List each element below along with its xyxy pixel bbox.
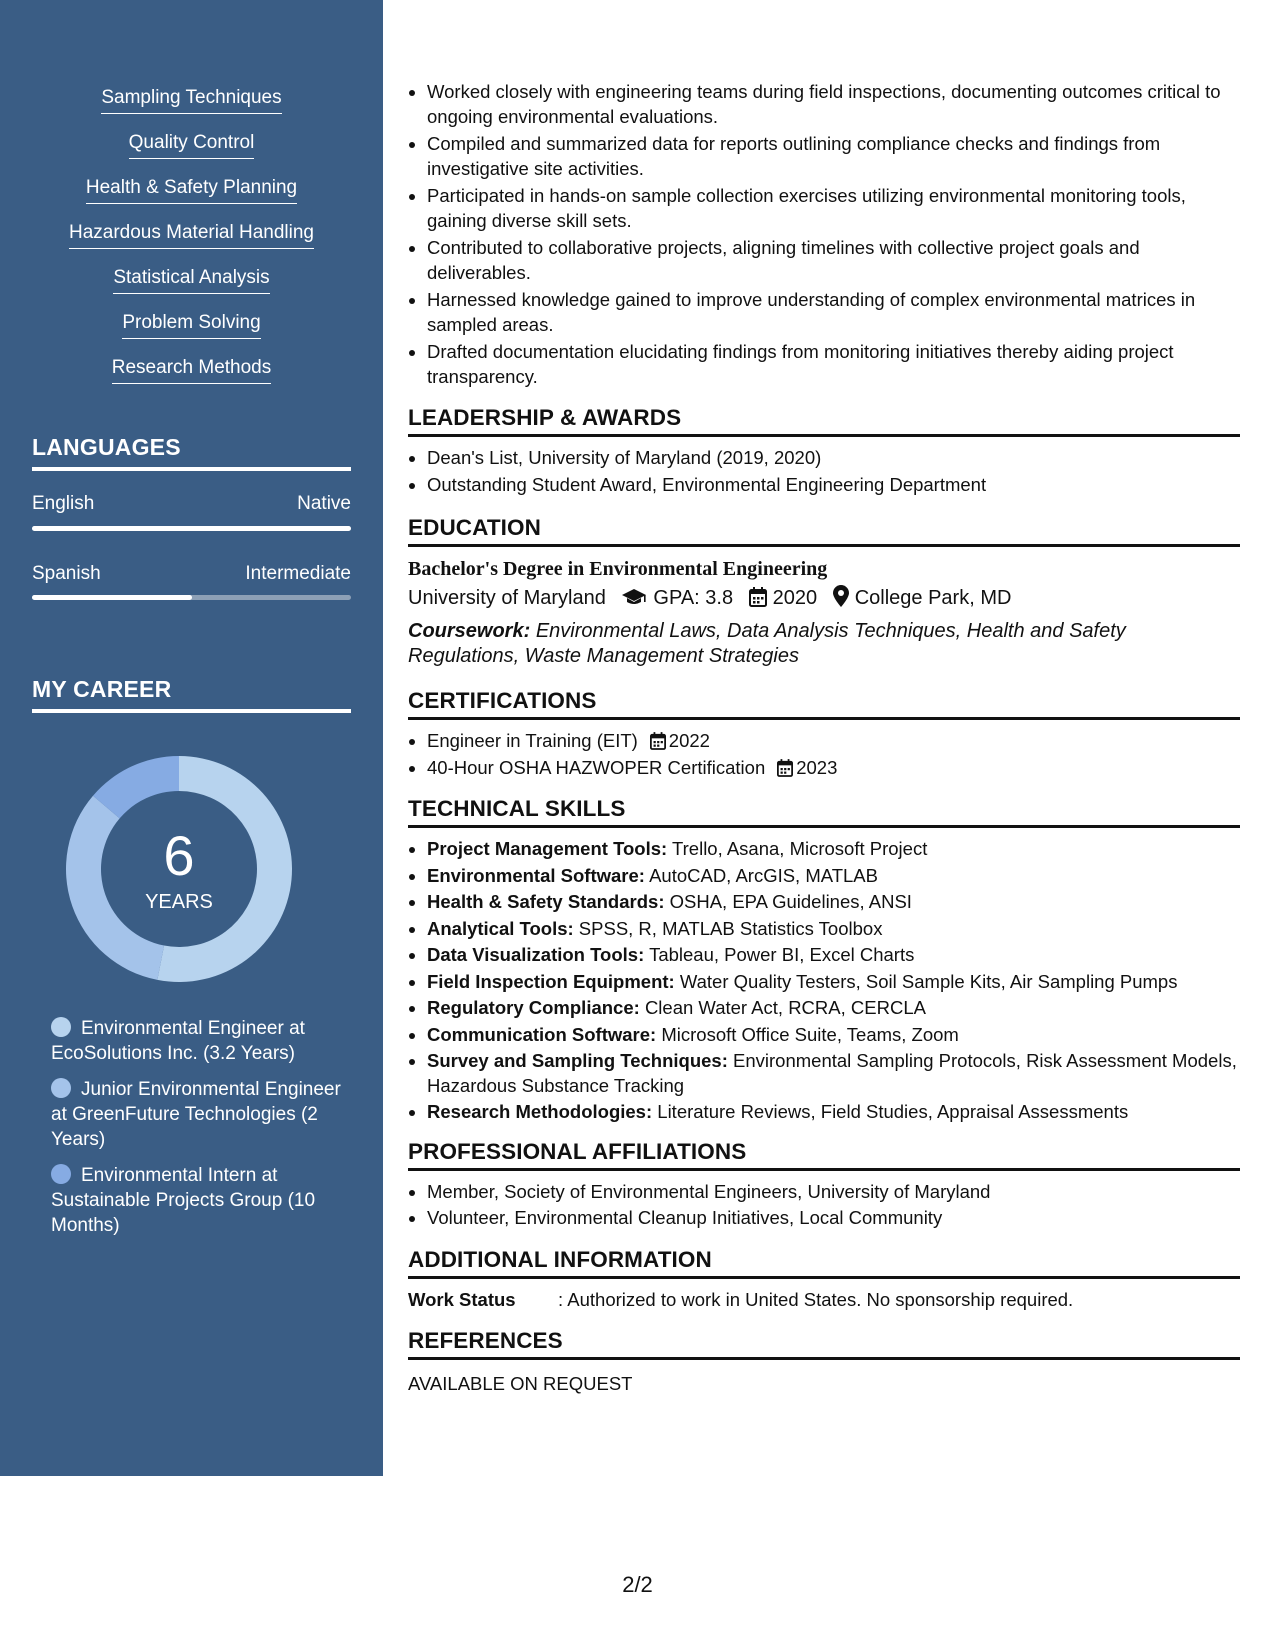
sidebar bbox=[0, 0, 383, 1476]
list-item: Compiled and summarized data for reports outlining compliance checks and findings from investigative site activities. bbox=[408, 132, 1240, 181]
skill-item: Health & Safety Planning bbox=[86, 176, 297, 204]
list-item bbox=[408, 917, 1240, 942]
skill-item: Statistical Analysis bbox=[113, 266, 269, 294]
skill-label: Analytical Tools: bbox=[427, 917, 574, 939]
section-heading-additional-info: ADDITIONAL INFORMATION bbox=[408, 1247, 1240, 1279]
coursework-text: Environmental Laws, Data Analysis Techniques, Health and Safety Regulations, Waste Management Strategies bbox=[408, 620, 1126, 667]
list-item: Drafted documentation elucidating findings from monitoring initiatives thereby aiding project transparency. bbox=[408, 340, 1240, 389]
calendar-icon bbox=[749, 587, 767, 615]
career-donut-chart bbox=[66, 756, 292, 982]
skill-value: Tableau, Power BI, Excel Charts bbox=[649, 944, 915, 965]
list-item bbox=[408, 996, 1240, 1021]
education-details bbox=[408, 584, 1240, 615]
coursework-label: Coursework: bbox=[408, 620, 531, 642]
list-item bbox=[408, 1100, 1240, 1125]
skill-item: Hazardous Material Handling bbox=[69, 221, 314, 249]
main-content bbox=[408, 80, 1240, 1396]
language-proficiency-bar bbox=[32, 595, 351, 600]
skill-item: Problem Solving bbox=[122, 311, 260, 339]
list-item bbox=[408, 970, 1240, 995]
gpa: GPA: 3.8 bbox=[653, 587, 734, 609]
career-list bbox=[51, 1016, 341, 1249]
section-heading-education: EDUCATION bbox=[408, 515, 1240, 547]
skill-label: Health & Safety Standards: bbox=[427, 891, 665, 912]
skill-value: Microsoft Office Suite, Teams, Zoom bbox=[661, 1023, 959, 1045]
certification-name: Engineer in Training (EIT) bbox=[427, 730, 638, 751]
list-item: Volunteer, Environmental Cleanup Initiatives, Local Community bbox=[408, 1206, 1240, 1231]
technical-skills-list bbox=[408, 837, 1240, 1125]
work-status-row bbox=[408, 1288, 1240, 1312]
skills-list bbox=[0, 86, 383, 401]
list-item: Contributed to collaborative projects, aligning timelines with collective project goals and deliverables. bbox=[408, 236, 1240, 285]
experience-bullets bbox=[408, 80, 1240, 389]
page-number: 2/2 bbox=[622, 1572, 653, 1597]
list-item: Harnessed knowledge gained to improve understanding of complex environmental matrices in sampled areas. bbox=[408, 288, 1240, 337]
work-status-label: Work Status bbox=[408, 1288, 516, 1310]
certification-name: 40-Hour OSHA HAZWOPER Certification bbox=[427, 756, 766, 778]
career-item-text: Junior Environmental Engineer at GreenFuture Technologies (2 Years) bbox=[51, 1079, 341, 1150]
calendar-icon bbox=[777, 759, 793, 777]
skill-item: Research Methods bbox=[112, 356, 271, 384]
section-heading-technical-skills: TECHNICAL SKILLS bbox=[408, 796, 1240, 828]
leadership-list bbox=[408, 446, 1240, 497]
list-item bbox=[408, 890, 1240, 915]
map-pin-icon bbox=[833, 585, 849, 615]
skill-value: Clean Water Act, RCRA, CERCLA bbox=[644, 997, 926, 1018]
skill-label: Environmental Software: bbox=[427, 864, 645, 886]
list-item bbox=[408, 756, 1240, 781]
language-name: Spanish bbox=[32, 563, 101, 584]
list-item bbox=[408, 943, 1240, 968]
affiliations-list bbox=[408, 1180, 1240, 1231]
school-location: College Park, MD bbox=[854, 587, 1012, 609]
skill-item: Sampling Techniques bbox=[101, 86, 281, 114]
skill-label: Field Inspection Equipment: bbox=[427, 970, 675, 992]
section-heading-leadership: LEADERSHIP & AWARDS bbox=[408, 405, 1240, 437]
list-item: Participated in hands-on sample collection exercises utilizing environmental monitoring tools, gaining diverse skill sets. bbox=[408, 184, 1240, 233]
skill-label: Communication Software: bbox=[427, 1023, 657, 1045]
language-proficiency-fill bbox=[32, 595, 192, 600]
graduation-year: 2020 bbox=[772, 587, 818, 609]
skill-label: Research Methodologies: bbox=[427, 1101, 653, 1122]
list-item bbox=[408, 1023, 1240, 1048]
career-item bbox=[51, 1163, 341, 1238]
skill-value: Water Quality Testers, Soil Sample Kits, Air Sampling Pumps bbox=[679, 970, 1178, 992]
list-item bbox=[408, 729, 1240, 754]
school-name: University of Maryland bbox=[408, 587, 606, 609]
list-item: Outstanding Student Award, Environmental Engineering Department bbox=[408, 473, 1240, 498]
certifications-list bbox=[408, 729, 1240, 780]
certification-year: 2023 bbox=[796, 756, 838, 778]
career-item-text: Environmental Intern at Sustainable Projects Group (10 Months) bbox=[51, 1165, 316, 1236]
skill-label: Regulatory Compliance: bbox=[427, 997, 640, 1018]
legend-dot-icon bbox=[51, 1078, 71, 1098]
list-item bbox=[408, 864, 1240, 889]
skill-label: Data Visualization Tools: bbox=[427, 944, 645, 965]
skill-value: Trello, Asana, Microsoft Project bbox=[672, 838, 928, 859]
list-item: Dean's List, University of Maryland (2019, 2020) bbox=[408, 446, 1240, 471]
list-item bbox=[408, 1049, 1240, 1098]
language-level: Intermediate bbox=[245, 563, 351, 584]
skill-label: Survey and Sampling Techniques: bbox=[427, 1050, 728, 1071]
list-item: Worked closely with engineering teams during field inspections, documenting outcomes critical to ongoing environmental evaluations. bbox=[408, 80, 1240, 129]
career-heading: MY CAREER bbox=[32, 676, 351, 713]
legend-dot-icon bbox=[51, 1017, 71, 1037]
certification-date bbox=[650, 730, 710, 751]
legend-dot-icon bbox=[51, 1164, 71, 1184]
skill-value: Environmental Sampling Protocols, Risk Assessment Models, Hazardous Substance Tracking bbox=[427, 1050, 1237, 1096]
list-item bbox=[408, 837, 1240, 862]
skill-value: SPSS, R, MATLAB Statistics Toolbox bbox=[578, 917, 883, 939]
career-item bbox=[51, 1077, 341, 1152]
calendar-icon bbox=[650, 732, 666, 750]
skill-label: Project Management Tools: bbox=[427, 838, 668, 859]
section-heading-certifications: CERTIFICATIONS bbox=[408, 688, 1240, 720]
skill-value: OSHA, EPA Guidelines, ANSI bbox=[669, 891, 912, 912]
languages-heading: LANGUAGES bbox=[32, 434, 351, 471]
list-item: Member, Society of Environmental Engineers, University of Maryland bbox=[408, 1180, 1240, 1205]
language-proficiency-fill bbox=[32, 526, 351, 531]
language-name: English bbox=[32, 493, 95, 514]
graduation-cap-icon bbox=[621, 587, 647, 615]
language-level: Native bbox=[297, 493, 351, 514]
references-text: AVAILABLE ON REQUEST bbox=[408, 1372, 633, 1394]
skill-item: Quality Control bbox=[129, 131, 255, 159]
career-total bbox=[66, 756, 292, 982]
skill-value: Literature Reviews, Field Studies, Appraisal Assessments bbox=[657, 1101, 1129, 1122]
skill-value: AutoCAD, ArcGIS, MATLAB bbox=[649, 864, 878, 886]
career-item bbox=[51, 1016, 341, 1066]
career-item-text: Environmental Engineer at EcoSolutions Inc. (3.2 Years) bbox=[51, 1018, 305, 1064]
certification-year: 2022 bbox=[668, 730, 710, 751]
section-heading-affiliations: PROFESSIONAL AFFILIATIONS bbox=[408, 1139, 1240, 1171]
career-total-number: 6 bbox=[163, 824, 195, 887]
coursework bbox=[408, 619, 1240, 668]
section-heading-references: REFERENCES bbox=[408, 1328, 1240, 1360]
certification-date bbox=[777, 757, 837, 778]
language-proficiency-bar bbox=[32, 526, 351, 531]
degree-title: Bachelor's Degree in Environmental Engineering bbox=[408, 558, 828, 580]
career-total-unit: YEARS bbox=[145, 891, 213, 913]
work-status-value: : Authorized to work in United States. No sponsorship required. bbox=[558, 1288, 1074, 1310]
